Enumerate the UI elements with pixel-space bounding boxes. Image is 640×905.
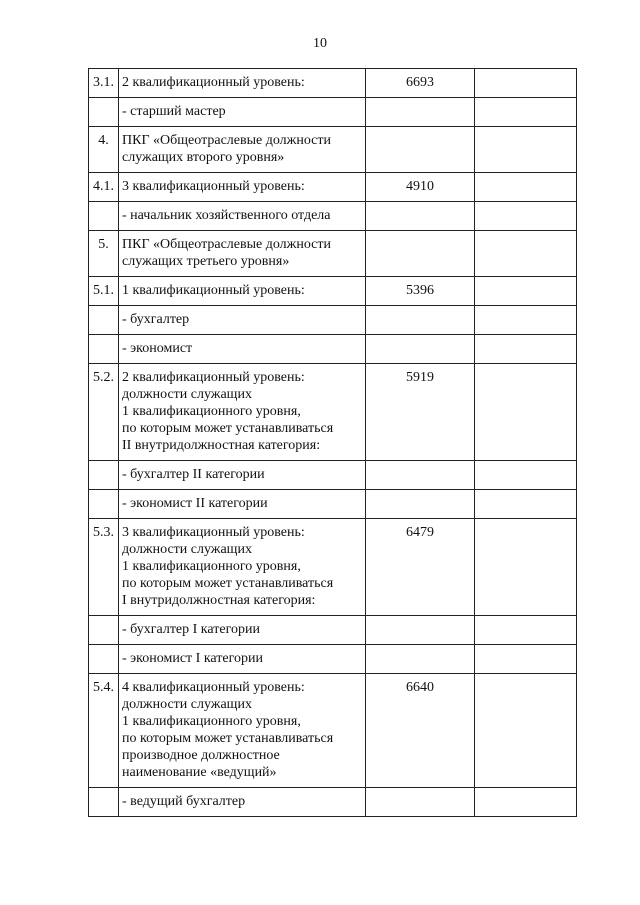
row-number: 5.3.: [89, 519, 119, 616]
row-number: 5.2.: [89, 364, 119, 461]
position-name: 4 квалификационный уровень: должности служащих 1 квалификационного уровня, по которым может устанавливаться производное должностное наименование «ведущий»: [119, 674, 366, 788]
table-row: [89, 616, 577, 645]
table-row: [89, 645, 577, 674]
table-row: [89, 674, 577, 788]
row-number: [89, 616, 119, 645]
row-number: [89, 335, 119, 364]
salary-value: 6693: [366, 69, 475, 98]
position-name: 2 квалификационный уровень:: [119, 69, 366, 98]
extra-cell: [475, 277, 577, 306]
salary-value: 4910: [366, 173, 475, 202]
position-name: 3 квалификационный уровень: должности служащих 1 квалификационного уровня, по которым может устанавливаться I внутридолжностная категория:: [119, 519, 366, 616]
extra-cell: [475, 788, 577, 817]
row-number: 5.1.: [89, 277, 119, 306]
extra-cell: [475, 98, 577, 127]
salary-table-body: [89, 69, 577, 817]
position-name: - бухгалтер II категории: [119, 461, 366, 490]
table-row: [89, 364, 577, 461]
extra-cell: [475, 231, 577, 277]
row-number: [89, 788, 119, 817]
salary-value: [366, 306, 475, 335]
table-row: [89, 98, 577, 127]
table-row: [89, 127, 577, 173]
position-name: - бухгалтер I категории: [119, 616, 366, 645]
extra-cell: [475, 306, 577, 335]
position-name: 2 квалификационный уровень: должности служащих 1 квалификационного уровня, по которым может устанавливаться II внутридолжностная категория:: [119, 364, 366, 461]
position-name: - начальник хозяйственного отдела: [119, 202, 366, 231]
table-row: [89, 277, 577, 306]
extra-cell: [475, 173, 577, 202]
row-number: [89, 306, 119, 335]
row-number: [89, 490, 119, 519]
row-number: 5.: [89, 231, 119, 277]
table-row: [89, 306, 577, 335]
extra-cell: [475, 335, 577, 364]
salary-value: 6479: [366, 519, 475, 616]
salary-value: [366, 616, 475, 645]
position-name: - старший мастер: [119, 98, 366, 127]
salary-value: [366, 788, 475, 817]
row-number: 5.4.: [89, 674, 119, 788]
table-row: [89, 461, 577, 490]
position-name: - экономист II категории: [119, 490, 366, 519]
extra-cell: [475, 202, 577, 231]
position-name: - ведущий бухгалтер: [119, 788, 366, 817]
row-number: 4.1.: [89, 173, 119, 202]
extra-cell: [475, 674, 577, 788]
extra-cell: [475, 461, 577, 490]
salary-value: [366, 490, 475, 519]
salary-value: [366, 461, 475, 490]
salary-value: [366, 98, 475, 127]
position-name: - экономист: [119, 335, 366, 364]
row-number: 3.1.: [89, 69, 119, 98]
table-row: [89, 335, 577, 364]
extra-cell: [475, 490, 577, 519]
table-row: [89, 490, 577, 519]
extra-cell: [475, 69, 577, 98]
salary-value: [366, 127, 475, 173]
table-row: [89, 202, 577, 231]
salary-value: 5396: [366, 277, 475, 306]
table-row: [89, 173, 577, 202]
position-name: 1 квалификационный уровень:: [119, 277, 366, 306]
extra-cell: [475, 645, 577, 674]
extra-cell: [475, 364, 577, 461]
salary-table: [88, 68, 577, 817]
row-number: [89, 461, 119, 490]
row-number: 4.: [89, 127, 119, 173]
position-name: ПКГ «Общеотраслевые должности служащих третьего уровня»: [119, 231, 366, 277]
position-name: - экономист I категории: [119, 645, 366, 674]
salary-value: [366, 645, 475, 674]
salary-value: [366, 335, 475, 364]
position-name: - бухгалтер: [119, 306, 366, 335]
salary-value: 5919: [366, 364, 475, 461]
position-name: ПКГ «Общеотраслевые должности служащих второго уровня»: [119, 127, 366, 173]
table-row: [89, 788, 577, 817]
row-number: [89, 645, 119, 674]
salary-value: 6640: [366, 674, 475, 788]
extra-cell: [475, 519, 577, 616]
salary-value: [366, 202, 475, 231]
page-number: 10: [313, 36, 327, 51]
salary-value: [366, 231, 475, 277]
table-row: [89, 69, 577, 98]
extra-cell: [475, 616, 577, 645]
table-row: [89, 519, 577, 616]
row-number: [89, 202, 119, 231]
position-name: 3 квалификационный уровень:: [119, 173, 366, 202]
table-row: [89, 231, 577, 277]
row-number: [89, 98, 119, 127]
extra-cell: [475, 127, 577, 173]
